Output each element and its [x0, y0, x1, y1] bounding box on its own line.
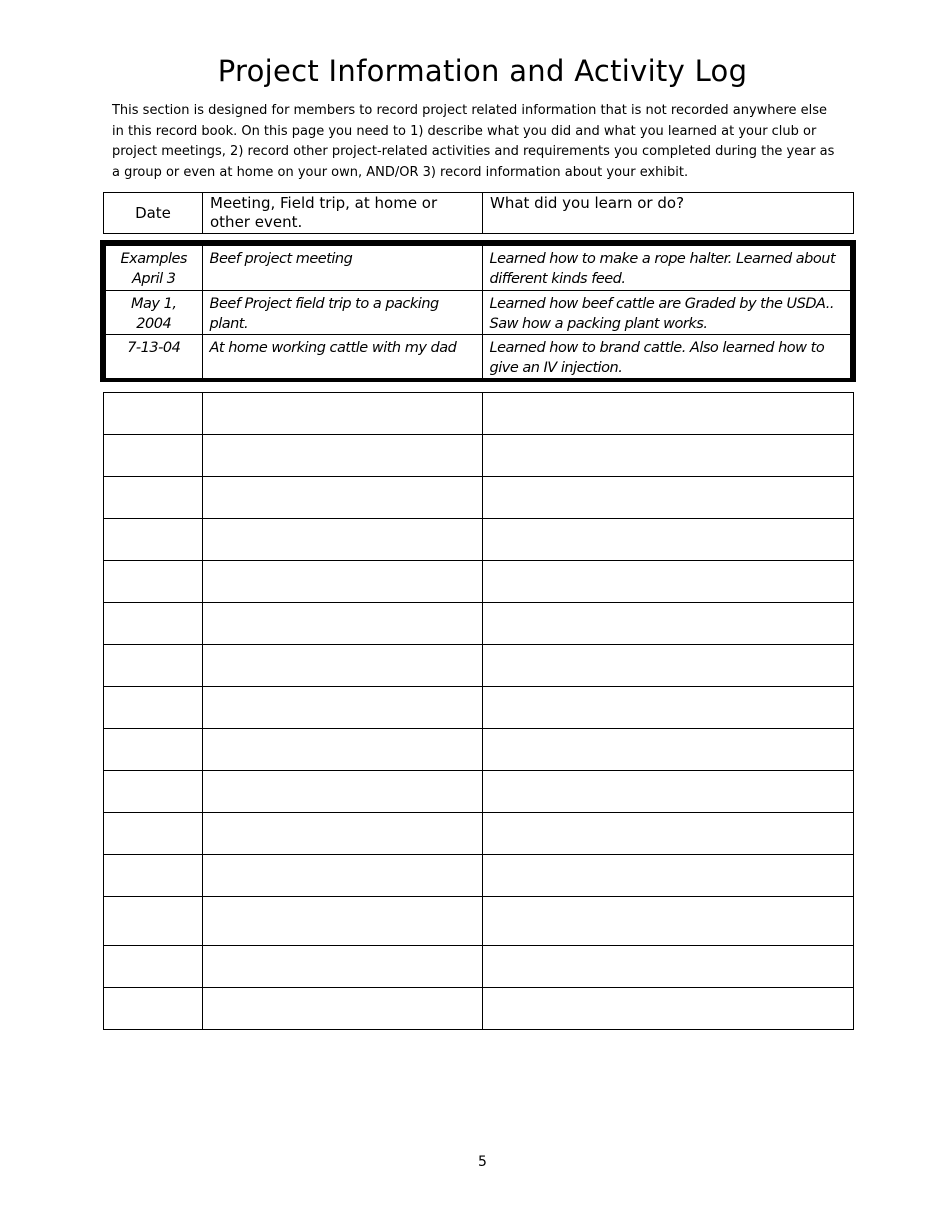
- log-entry-row: [104, 813, 854, 855]
- example-learned: Learned how to brand cattle. Also learned how to give an IV injection.: [482, 334, 850, 378]
- example-row: [106, 334, 850, 378]
- page-number: 5: [478, 1154, 487, 1170]
- log-learned-cell[interactable]: [483, 603, 854, 645]
- log-event-cell[interactable]: [203, 435, 483, 477]
- log-entry-row: [104, 477, 854, 519]
- log-entry-row: [104, 729, 854, 771]
- log-learned-cell[interactable]: [483, 729, 854, 771]
- log-entry-row: [104, 519, 854, 561]
- activity-log-table: [103, 392, 854, 1030]
- log-event-cell[interactable]: [203, 855, 483, 897]
- example-date: Examples April 3: [106, 246, 202, 290]
- example-row: [106, 246, 850, 290]
- header-date: Date: [104, 193, 203, 234]
- log-entry-row: [104, 393, 854, 435]
- log-learned-cell[interactable]: [483, 645, 854, 687]
- log-date-cell[interactable]: [104, 687, 203, 729]
- header-row: [104, 193, 854, 234]
- log-event-cell[interactable]: [203, 988, 483, 1030]
- log-learned-cell[interactable]: [483, 519, 854, 561]
- log-event-cell[interactable]: [203, 813, 483, 855]
- log-learned-cell[interactable]: [483, 855, 854, 897]
- log-learned-cell[interactable]: [483, 771, 854, 813]
- example-date: May 1, 2004: [106, 290, 202, 334]
- log-date-cell[interactable]: [104, 603, 203, 645]
- example-learned: Learned how beef cattle are Graded by the USDA.. Saw how a packing plant works.: [482, 290, 850, 334]
- example-row: [106, 290, 850, 334]
- log-event-cell[interactable]: [203, 897, 483, 946]
- log-event-cell[interactable]: [203, 477, 483, 519]
- log-event-cell[interactable]: [203, 645, 483, 687]
- log-date-cell[interactable]: [104, 897, 203, 946]
- log-event-cell[interactable]: [203, 771, 483, 813]
- log-header-table: [103, 192, 854, 234]
- log-entry-row: [104, 687, 854, 729]
- log-entry-row: [104, 435, 854, 477]
- log-event-cell[interactable]: [203, 729, 483, 771]
- log-entry-row: [104, 897, 854, 946]
- example-date: 7-13-04: [106, 334, 202, 378]
- log-learned-cell[interactable]: [483, 561, 854, 603]
- log-event-cell[interactable]: [203, 946, 483, 988]
- log-learned-cell[interactable]: [483, 946, 854, 988]
- example-event: Beef Project field trip to a packing plant.: [202, 290, 482, 334]
- log-date-cell[interactable]: [104, 946, 203, 988]
- example-learned: Learned how to make a rope halter. Learned about different kinds feed.: [482, 246, 850, 290]
- log-entry-row: [104, 946, 854, 988]
- log-date-cell[interactable]: [104, 855, 203, 897]
- log-entry-row: [104, 645, 854, 687]
- log-entry-row: [104, 771, 854, 813]
- log-date-cell[interactable]: [104, 435, 203, 477]
- log-date-cell[interactable]: [104, 519, 203, 561]
- log-entry-row: [104, 988, 854, 1030]
- log-event-cell[interactable]: [203, 603, 483, 645]
- log-entry-row: [104, 561, 854, 603]
- example-event: At home working cattle with my dad: [202, 334, 482, 378]
- log-learned-cell[interactable]: [483, 988, 854, 1030]
- header-learned: What did you learn or do?: [483, 193, 854, 234]
- intro-paragraph: This section is designed for members to record project related information that is not recorded anywhere else in this record book. On this page you need to 1) describe what you did and what you learned at your club or project meetings, 2) record other project-related activities and requirements you completed during the year as a group or even at home on your own, AND/OR 3) record information about your exhibit.: [112, 103, 835, 180]
- header-event: Meeting, Field trip, at home or other event.: [203, 193, 483, 234]
- log-learned-cell[interactable]: [483, 435, 854, 477]
- log-entry-row: [104, 855, 854, 897]
- example-event: Beef project meeting: [202, 246, 482, 290]
- log-learned-cell[interactable]: [483, 393, 854, 435]
- log-learned-cell[interactable]: [483, 687, 854, 729]
- log-event-cell[interactable]: [203, 393, 483, 435]
- examples-table: [106, 246, 850, 378]
- log-learned-cell[interactable]: [483, 477, 854, 519]
- log-date-cell[interactable]: [104, 393, 203, 435]
- page-title: Project Information and Activity Log: [217, 54, 748, 88]
- log-date-cell[interactable]: [104, 477, 203, 519]
- log-entry-row: [104, 603, 854, 645]
- log-date-cell[interactable]: [104, 561, 203, 603]
- log-date-cell[interactable]: [104, 988, 203, 1030]
- log-learned-cell[interactable]: [483, 897, 854, 946]
- log-event-cell[interactable]: [203, 687, 483, 729]
- examples-box: [100, 240, 856, 382]
- log-date-cell[interactable]: [104, 729, 203, 771]
- log-date-cell[interactable]: [104, 771, 203, 813]
- log-date-cell[interactable]: [104, 645, 203, 687]
- log-learned-cell[interactable]: [483, 813, 854, 855]
- log-event-cell[interactable]: [203, 561, 483, 603]
- log-date-cell[interactable]: [104, 813, 203, 855]
- log-event-cell[interactable]: [203, 519, 483, 561]
